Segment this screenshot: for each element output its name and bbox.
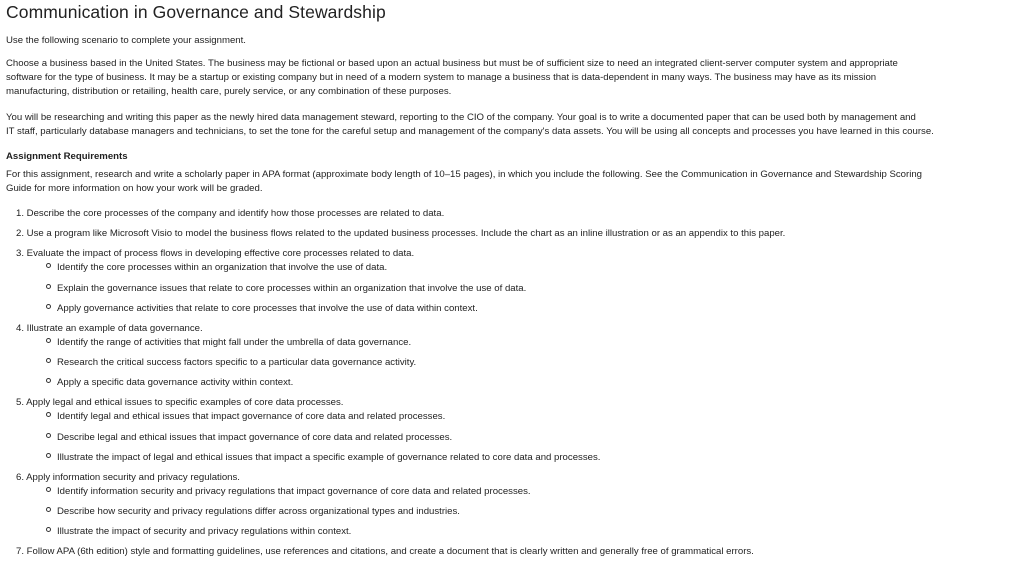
sub-item <box>46 432 452 443</box>
bullet-icon <box>46 338 51 343</box>
sub-item <box>46 486 531 497</box>
intro-text: Use the following scenario to complete your assignment. <box>6 35 246 46</box>
sub-item <box>46 411 445 422</box>
p2-line-2: IT staff, particularly database managers and technicians, to set the tone for the careful setup and management of the company's data assets. You will be using all concepts and processes you have learned in this course. <box>6 126 934 137</box>
sub-item-text: Identify the core processes within an organization that involve the use of data. <box>57 262 388 273</box>
bullet-icon <box>46 412 51 417</box>
bullet-icon <box>46 433 51 438</box>
sub-item-text: Explain the governance issues that relate to core processes within an organization that involve the use of data. <box>57 283 527 294</box>
page-title: Communication in Governance and Stewardship <box>6 2 386 22</box>
sub-item <box>46 357 416 368</box>
sub-item-text: Apply governance activities that relate to core processes that involve the use of data within context. <box>57 303 478 314</box>
sub-item-text: Illustrate the impact of legal and ethical issues that impact a specific example of governance related to core data and processes. <box>57 452 601 463</box>
sub-item-text: Identify the range of activities that might fall under the umbrella of data governance. <box>57 337 412 348</box>
bullet-icon <box>46 284 51 289</box>
bullet-icon <box>46 487 51 492</box>
p2-line-1: You will be researching and writing this paper as the newly hired data management steward, reporting to the CIO of the company. Your goal is to write a documented paper that can be used both by management and <box>6 112 916 123</box>
bullet-icon <box>46 507 51 512</box>
bullet-icon <box>46 263 51 268</box>
p3-line-2: Guide for more information on how your work will be graded. <box>6 183 263 194</box>
list-item-7: 7. Follow APA (6th edition) style and formatting guidelines, use references and citations, and create a document that is clearly written and generally free of grammatical errors. <box>16 546 754 557</box>
list-item-2: 2. Use a program like Microsoft Visio to model the business flows related to the updated business processes. Include the chart as an inline illustration or as an appendix to this paper. <box>16 228 786 239</box>
sub-item <box>46 377 293 388</box>
list-item-3: 3. Evaluate the impact of process flows in developing effective core processes related to data. <box>16 248 415 259</box>
sub-item-text: Describe how security and privacy regulations differ across organizational types and industries. <box>57 506 460 517</box>
sub-item <box>46 452 600 463</box>
sub-item-text: Research the critical success factors specific to a particular data governance activity. <box>57 357 417 368</box>
sub-item-text: Apply a specific data governance activity within context. <box>57 377 294 388</box>
list-item-6: 6. Apply information security and privacy regulations. <box>16 472 240 483</box>
p1-line-2: software for the type of business. It may be a startup or existing company but in need of a modern system to manage a business that is data-dependent in many ways. The business may have as its mission <box>6 72 877 83</box>
p3-line-1: For this assignment, research and write a scholarly paper in APA format (approximate body length of 10–15 pages), in which you include the following. See the Communication in Governance and Stewardship Scoring <box>6 169 922 180</box>
sub-item <box>46 526 351 537</box>
list-item-5: 5. Apply legal and ethical issues to specific examples of core data processes. <box>16 397 344 408</box>
bullet-icon <box>46 378 51 383</box>
p1-line-1: Choose a business based in the United States. The business may be fictional or based upon an actual business but must be of sufficient size to need an integrated client-server computer system and appropriate <box>6 58 898 69</box>
list-item-4: 4. Illustrate an example of data governance. <box>16 323 203 334</box>
requirements-heading: Assignment Requirements <box>6 151 128 162</box>
p1-line-3: manufacturing, distribution or retailing, health care, purely service, or any combination of these purposes. <box>6 86 452 97</box>
sub-item <box>46 283 526 294</box>
sub-item-text: Identify legal and ethical issues that impact governance of core data and related processes. <box>57 411 446 422</box>
sub-item-text: Illustrate the impact of security and privacy regulations within context. <box>57 526 352 537</box>
bullet-icon <box>46 304 51 309</box>
sub-item-text: Describe legal and ethical issues that impact governance of core data and related processes. <box>57 432 453 443</box>
sub-item <box>46 337 411 348</box>
sub-item <box>46 506 460 517</box>
bullet-icon <box>46 358 51 363</box>
bullet-icon <box>46 453 51 458</box>
sub-item-text: Identify information security and privacy regulations that impact governance of core data and related processes. <box>57 486 531 497</box>
sub-item <box>46 303 478 314</box>
bullet-icon <box>46 527 51 532</box>
list-item-1: 1. Describe the core processes of the company and identify how those processes are related to data. <box>16 208 445 219</box>
sub-item <box>46 262 387 273</box>
